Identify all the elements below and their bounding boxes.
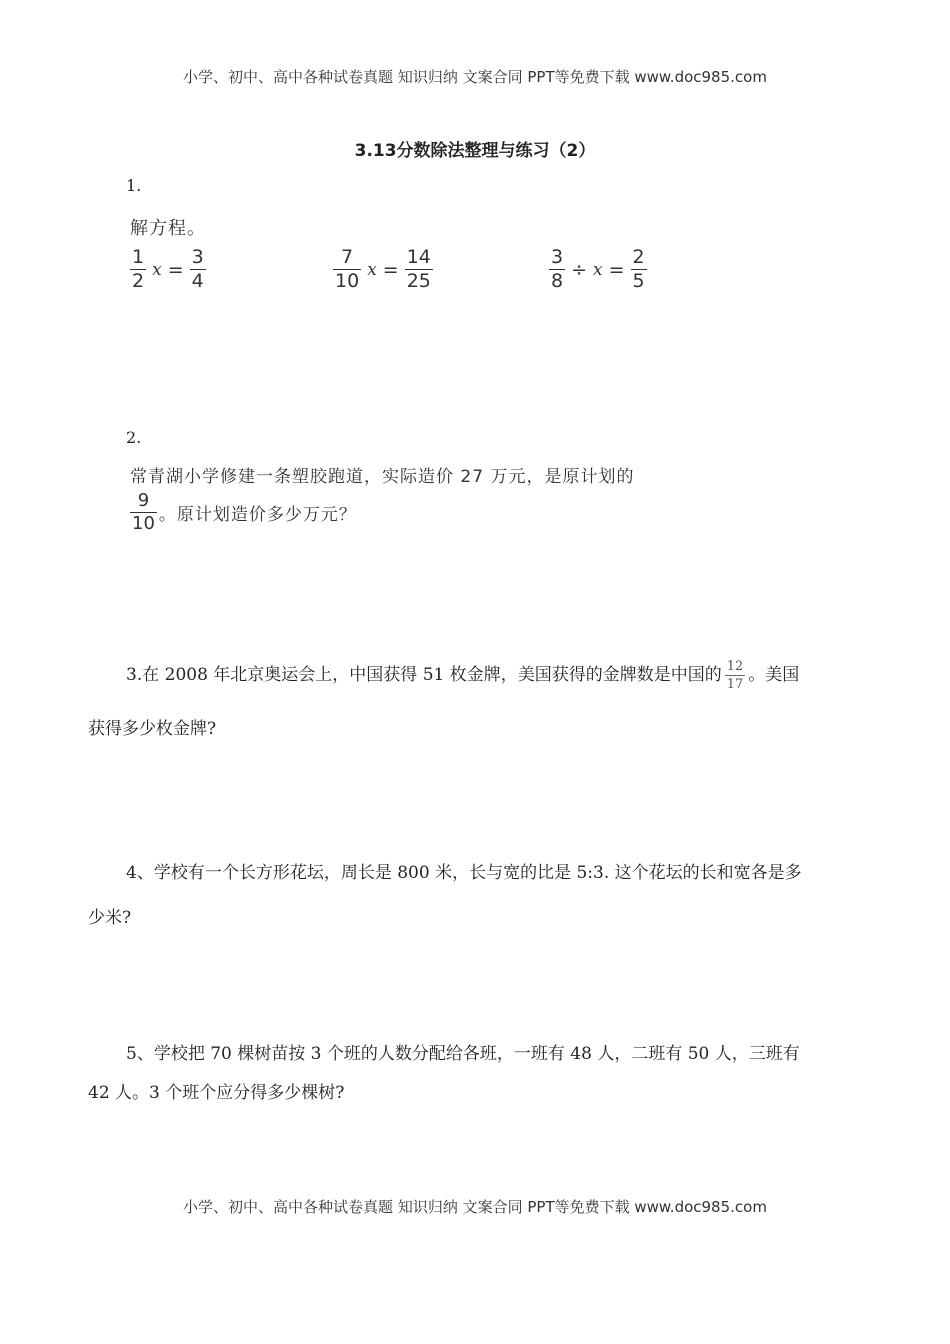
q2-line2-wrap xyxy=(130,492,357,533)
q2-fraction: $\frac{9}{10}$ xyxy=(132,490,155,534)
q2-line2: 。原计划造价多少万元？ xyxy=(158,505,357,525)
q3-fraction: $\frac{12}{17}$ xyxy=(726,659,744,692)
page-title: 3.13分数除法整理与练习（2） xyxy=(354,141,596,161)
q5-line2: 42 人。3 个班个应分得多少棵树? xyxy=(88,1083,345,1103)
equation-2-variable: x xyxy=(367,259,377,280)
page-footer: 小学、初中、高中各种试卷真题 知识归纳 文案合同 PPT等免费下载 www.doc985.com xyxy=(183,1198,767,1216)
q1-instruction: 解方程。 xyxy=(130,218,206,239)
equation-1-variable: x xyxy=(152,259,162,280)
q3-text: 3.在 2008 年北京奥运会上，中国获得 51 枚金牌，美国获得的金牌数是中国的 xyxy=(126,665,722,686)
q3-text-after: 。美国 xyxy=(748,665,800,686)
equation-3 xyxy=(549,248,647,291)
equation-3-variable: x xyxy=(593,259,603,280)
equation-1-equals: = xyxy=(167,258,184,281)
equation-3-result: $\frac{2}{5}$ xyxy=(632,246,645,292)
q4-line1: 4、学校有一个长方形花坛，周长是 800 米，长与宽的比是 5:3. 这个花坛的长和宽各是多 xyxy=(126,863,802,883)
equation-2 xyxy=(333,248,433,291)
equation-3-divide-sign: ÷ xyxy=(571,258,588,281)
equation-1 xyxy=(130,248,206,291)
equation-2-result: $\frac{14}{25}$ xyxy=(406,246,431,292)
equation-1-result: $\frac{3}{4}$ xyxy=(191,246,204,292)
page-header: 小学、初中、高中各种试卷真题 知识归纳 文案合同 PPT等免费下载 www.doc985.com xyxy=(183,68,767,86)
q2-number: 2. xyxy=(126,428,142,447)
equation-2-coefficient: $\frac{7}{10}$ xyxy=(335,246,360,292)
equation-3-dividend: $\frac{3}{8}$ xyxy=(551,246,564,292)
equation-3-equals: = xyxy=(608,258,625,281)
q3-line2: 获得多少枚金牌? xyxy=(88,719,217,739)
q4-line2: 少米? xyxy=(88,908,132,928)
q1-number: 1. xyxy=(126,176,142,195)
q5-line1: 5、学校把 70 棵树苗按 3 个班的人数分配给各班，一班有 48 人，二班有 50 人，三班有 xyxy=(126,1044,800,1064)
equation-1-coefficient: $\frac{1}{2}$ xyxy=(132,246,145,292)
equation-2-equals: = xyxy=(382,258,399,281)
q2-line1: 常青湖小学修建一条塑胶跑道，实际造价 27 万元，是原计划的 xyxy=(130,467,635,487)
q3-line1 xyxy=(126,660,799,691)
